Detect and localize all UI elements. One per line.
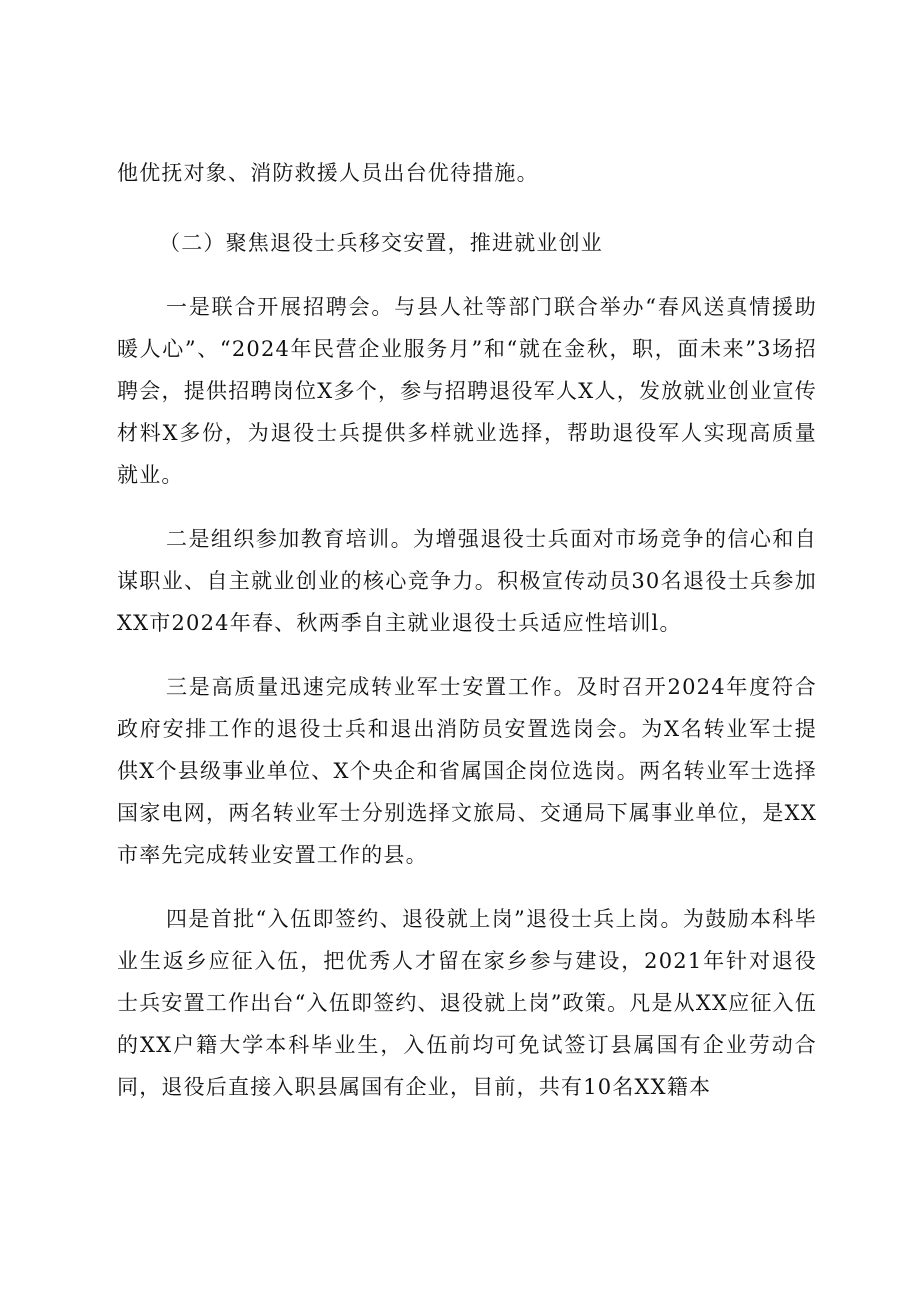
paragraph-resettlement: 三是高质量迅速完成转业军士安置工作。及时召开2024年度符合政府安排工作的退役士兵和退出消防员安置选岗会。为X名转业军士提供X个县级事业单位、X个央企和省属国企岗位选岗。两名转业军士选择国家电网，两名转业军士分别选择文旅局、交通局下属事业单位，是XX市率先完成转业安置工作的县。 <box>117 675 817 867</box>
paragraph-enlistment-policy: 四是首批“入伍即签约、退役就上岗”退役士兵上岗。为鼓励本科毕业生返乡应征入伍，把优秀人才留在家乡参与建设，2021年针对退役士兵安置工作出台“入伍即签约、退役就上岗”政策。凡是从XX应征入伍的XX户籍大学本科毕业生，入伍前均可免试签订县属国有企业劳动合同，退役后直接入职县属国有企业，目前，共有10名XX籍本 <box>117 907 817 1099</box>
paragraph-job-fair: 一是联合开展招聘会。与县人社等部门联合举办“春风送真情援助暖人心”、“2024年民营企业服务月”和“就在金秋，职，面未来”3场招聘会，提供招聘岗位X多个，参与招聘退役军人X人，发放就业创业宣传材料X多份，为退役士兵提供多样就业选择，帮助退役军人实现高质量就业。 <box>117 295 817 487</box>
continuation-paragraph: 他优抚对象、消防救援人员出台优待措施。 <box>117 161 539 185</box>
paragraph-training: 二是组织参加教育培训。为增强退役士兵面对市场竞争的信心和自谋职业、自主就业创业的核心竞争力。积极宣传动员30名退役士兵参加XX市2024年春、秋两季自主就业退役士兵适应性培训l。 <box>117 527 817 635</box>
document-body <box>117 152 817 1108</box>
section-heading: （二）聚焦退役士兵移交安置，推进就业创业 <box>159 231 603 255</box>
